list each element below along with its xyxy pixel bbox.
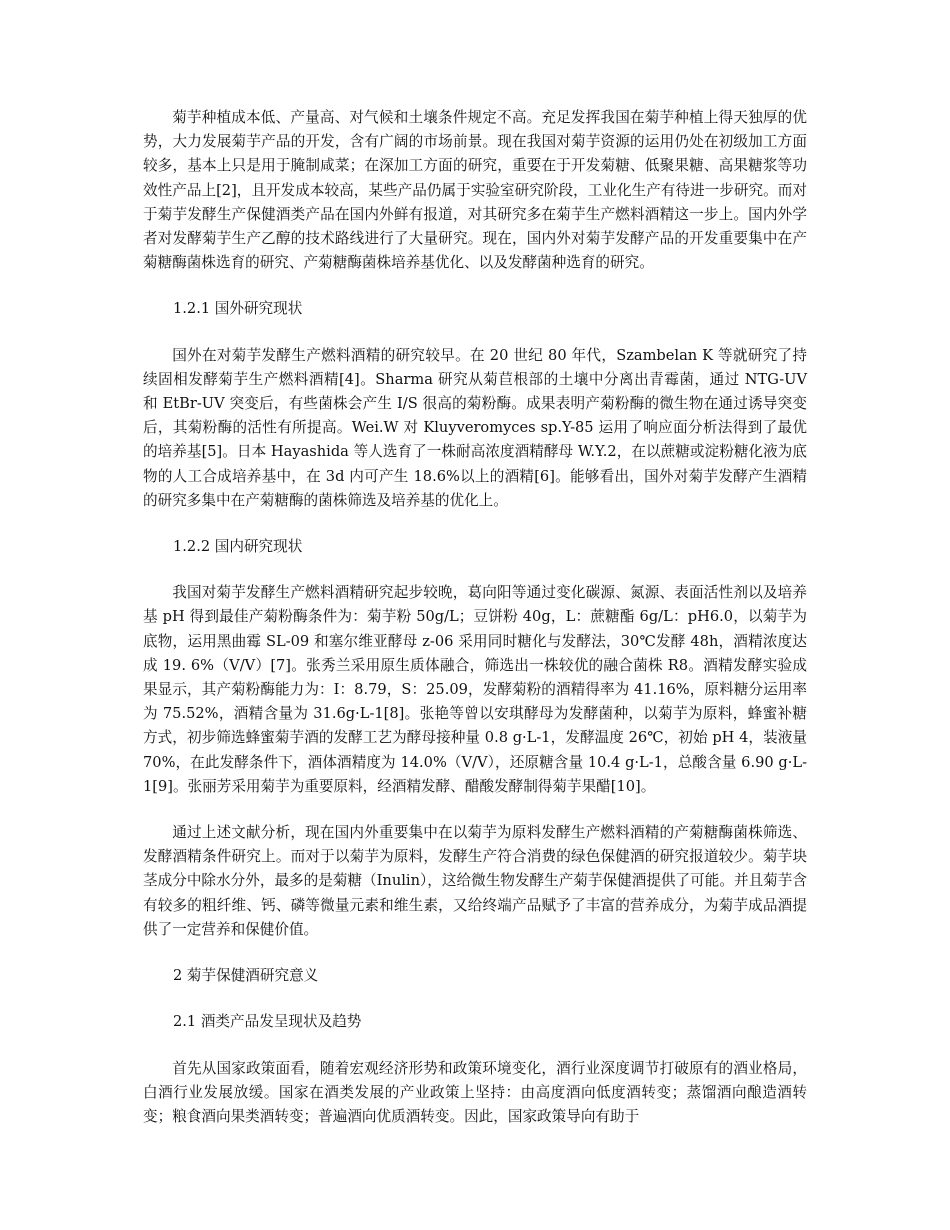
- spacer: [143, 322, 807, 344]
- paragraph-intro: 菊芋种植成本低、产量高、对气候和土壤条件规定不高。充足发挥我国在菊芋种植上得天独厚的优势，大力发展菊芋产品的开发，含有广阔的市场前景。现在我国对菊芋资源的运用仍处在初级加工方面较多，基本上只是用于腌制咸菜；在深加工方面的研究，重要在于开发菊糖、低聚果糖、高果糖浆等功效性产品上[2]，且开发成本较高，某些产品仍属于实验室研究阶段，工业化生产有待进一步研究。而对于菊芋发酵生产保健酒类产品在国内外鲜有报道，对其研究多在菊芋生产燃料酒精这一步上。国内外学者对发酵菊芋生产乙醇的技术路线进行了大量研究。现在，国内外对菊芋发酵产品的开发重要集中在产菊糖酶菌株选育的研究、产菊糖酶菌株培养基优化、以及发酵菌种选育的研究。: [143, 109, 807, 272]
- heading-1-2-2: 1.2.2 国内研究现状: [173, 538, 303, 556]
- document-page: [143, 106, 807, 1129]
- paragraph-policy: 首先从国家政策面看，随着宏观经济形势和政策环境变化，酒行业深度调节打破原有的酒业格局，白酒行业发展放缓。国家在酒类发展的产业政策上坚持：由高度酒向低度酒转变；蒸馏酒向酿造酒转变；粮食酒向果类酒转变；普遍酒向优质酒转变。因此，国家政策导向有助于: [143, 1059, 807, 1125]
- spacer: [143, 988, 807, 1010]
- spacer: [143, 1035, 807, 1057]
- spacer: [143, 942, 807, 964]
- spacer: [143, 799, 807, 821]
- heading-2: 2 菊芋保健酒研究意义: [173, 967, 319, 985]
- heading-2-1: 2.1 酒类产品发呈现状及趋势: [173, 1013, 362, 1031]
- paragraph-domestic-research: 我国对菊芋发酵生产燃料酒精研究起步较晚，葛向阳等通过变化碳源、氮源、表面活性剂以及培养基 pH 得到最佳产菊粉酶条件为：菊芋粉 50g/L；豆饼粉 40g，L：蔗糖酯 6g/L：pH6.0，以菊芋为底物，运用黑曲霉 SL-09 和塞尔维亚酵母 z-06 采用同时糖化与发酵法，30℃发酵 48h，酒精浓度达成 19. 6%（V/V）[7]。张秀兰采用原生质体融合，筛选出一株较优的融合菌株 R8。酒精发酵实验成果显示，其产菊粉酶能力为：I：8.79，S：25.09，发酵菊粉的酒精得率为 41.16%，原料糖分运用率为 75.52%，酒精含量为 31.6g·L-1[8]。张艳等曾以安琪酵母为发酵菌种，以菊芋为原料，蜂蜜补糖方式，初步筛选蜂蜜菊芋酒的发酵工艺为酵母接种量 0.8 g·L-1，发酵温度 26℃，初始 pH 4，装液量 70%，在此发酵条件下，酒体酒精度为 14.0%（V/V），还原糖含量 10.4 g·L-1，总酸含量 6.90 g·L-1[9]。张丽芳采用菊芋为重要原料，经酒精发酵、醋酸发酵制得菊芋果醋[10]。: [143, 584, 807, 795]
- paragraph-analysis: 通过上述文献分析，现在国内外重要集中在以菊芋为原料发酵生产燃料酒精的产菊糖酶菌株筛选、发酵酒精条件研究上。而对于以菊芋为原料，发酵生产符合消费的绿色保健酒的研究报道较少。菊芋块茎成分中除水分外，最多的是菊糖（Inulin），这给微生物发酵生产菊芋保健酒提供了可能。并且菊芋含有较多的粗纤维、钙、磷等微量元素和维生素，又给终端产品赋予了丰富的营养成分，为菊芋成品酒提供了一定营养和保健价值。: [143, 824, 807, 938]
- spacer: [143, 275, 807, 297]
- heading-1-2-1: 1.2.1 国外研究现状: [173, 300, 303, 318]
- spacer: [143, 559, 807, 581]
- spacer: [143, 513, 807, 535]
- paragraph-foreign-research: 国外在对菊芋发酵生产燃料酒精的研究较早。在 20 世纪 80 年代，Szambelan K 等就研究了持续固相发酵菊芋生产燃料酒精[4]。Sharma 研究从菊苣根部的土壤中分离出青霉菌，通过 NTG-UV 和 EtBr-UV 突变后，有些菌株会产生 I/S 很高的菊粉酶。成果表明产菊粉酶的微生物在通过诱导突变后，其菊粉酶的活性有所提高。Wei.W 对 Kluyveromyces sp.Y-85 运用了响应面分析法得到了最优的培养基[5]。日本 Hayashida 等人选育了一株耐高浓度酒精酵母 W.Y.2，在以蔗糖或淀粉糖化液为底物的人工合成培养基中，在 3d 内可产生 18.6%以上的酒精[6]。能够看出，国外对菊芋发酵产生酒精的研究多集中在产菊糖酶的菌株筛选及培养基的优化上。: [143, 346, 807, 509]
